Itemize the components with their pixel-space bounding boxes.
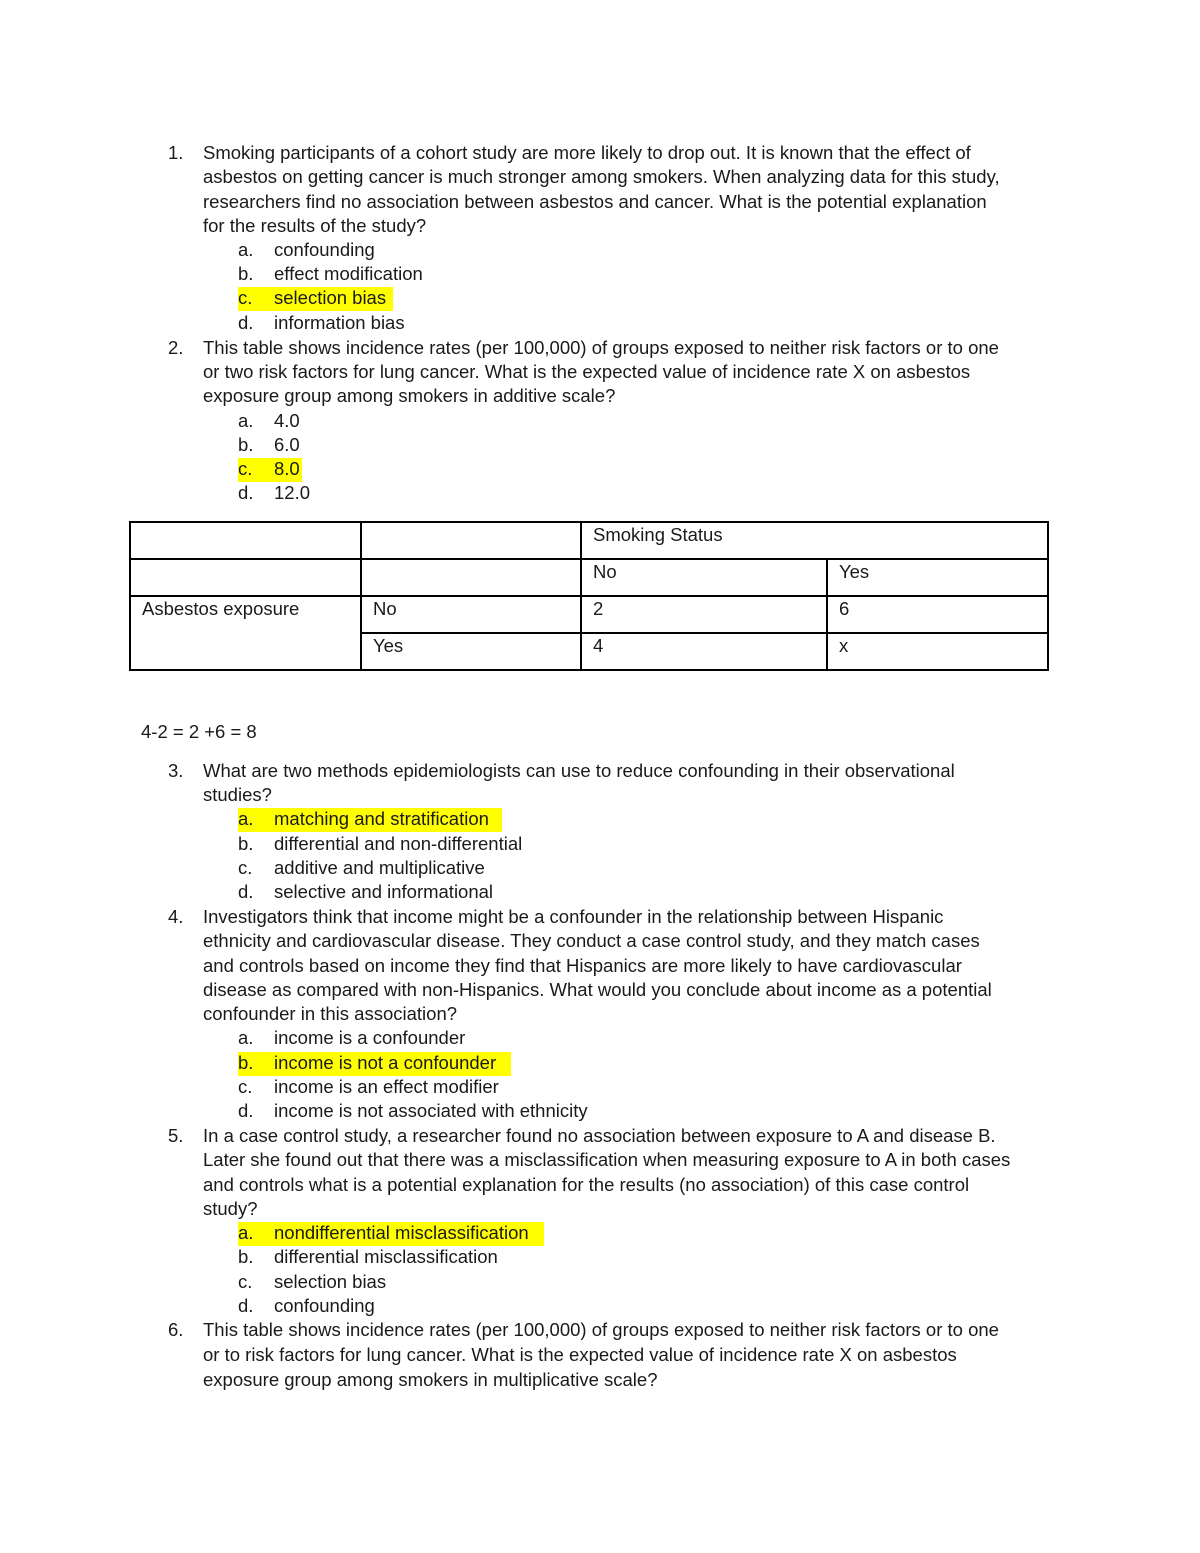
option-d [0, 1295, 1200, 1319]
table-cell: 2 [581, 596, 827, 633]
question-text-line: Later she found out that there was a misclassification when measuring exposure to A in both cases [203, 1149, 1011, 1170]
table-cell: Yes [361, 633, 581, 670]
option-text: additive and multiplicative [274, 857, 485, 878]
option-b [0, 833, 1200, 857]
table-cell [361, 559, 581, 596]
option-text: matching and stratification [274, 808, 489, 829]
question-text-line: studies? [203, 784, 272, 805]
option-letter: a. [238, 808, 254, 829]
question-text-line: for the results of the study? [203, 215, 427, 236]
option-text: confounding [274, 239, 375, 260]
option-text: 4.0 [274, 410, 300, 431]
table-cell: 4 [581, 633, 827, 670]
option-a-answer [0, 1222, 1200, 1246]
question-text-line: confounder in this association? [203, 1003, 458, 1024]
option-letter: a. [238, 239, 254, 260]
option-letter: a. [238, 1027, 254, 1048]
option-text: confounding [274, 1295, 375, 1316]
question-text-line: disease as compared with non-Hispanics. What would you conclude about income as a potential [203, 979, 992, 1000]
table-cell [130, 559, 361, 596]
option-text: nondifferential misclassification [274, 1222, 529, 1243]
calculation-note: 4-2 = 2 +6 = 8 [141, 721, 257, 742]
table-row [130, 522, 1048, 559]
question-text-line: study? [203, 1198, 258, 1219]
option-text: selection bias [274, 287, 387, 308]
question-text-line: This table shows incidence rates (per 100,000) of groups exposed to neither risk factors or to one [203, 1319, 999, 1340]
option-d [0, 881, 1200, 905]
question-number: 2. [168, 337, 184, 358]
option-letter: a. [238, 410, 254, 431]
option-letter: b. [238, 1052, 254, 1073]
option-letter: d. [238, 312, 254, 333]
question-text-line: exposure group among smokers in additive scale? [203, 385, 616, 406]
question-text-line: asbestos on getting cancer is much stronger among smokers. When analyzing data for this study, [203, 166, 1000, 187]
option-text: 12.0 [274, 482, 311, 503]
question-text-line: and controls what is a potential explanation for the results (no association) of this case control [203, 1174, 970, 1195]
option-d [0, 1100, 1200, 1124]
option-c-answer [0, 458, 1200, 482]
option-letter: a. [238, 1222, 254, 1243]
question-number: 3. [168, 760, 184, 781]
table-cell [130, 522, 361, 559]
option-letter: d. [238, 1100, 254, 1121]
option-text: selective and informational [274, 881, 494, 902]
question-text-line: exposure group among smokers in multiplicative scale? [203, 1369, 658, 1390]
option-letter: d. [238, 881, 254, 902]
question-text-line: researchers find no association between asbestos and cancer. What is the potential explanation [203, 191, 987, 212]
option-letter: d. [238, 1295, 254, 1316]
table-cell: x [827, 633, 1048, 670]
option-letter: b. [238, 833, 254, 854]
option-c [0, 1271, 1200, 1295]
question-number: 5. [168, 1125, 184, 1146]
option-letter: d. [238, 482, 254, 503]
option-letter: c. [238, 458, 253, 479]
option-d [0, 312, 1200, 336]
option-text: effect modification [274, 263, 423, 284]
option-b [0, 1246, 1200, 1270]
question-text-line: or two risk factors for lung cancer. What is the expected value of incidence rate X on asbestos [203, 361, 971, 382]
question-text-line: Investigators think that income might be a confounder in the relationship between Hispanic [203, 906, 944, 927]
question-number: 4. [168, 906, 184, 927]
option-text: income is not associated with ethnicity [274, 1100, 588, 1121]
question-number: 1. [168, 142, 184, 163]
table-header-cell: No [581, 559, 827, 596]
option-a [0, 1027, 1200, 1051]
question-text-line: This table shows incidence rates (per 100,000) of groups exposed to neither risk factors or to one [203, 337, 999, 358]
option-a-answer [0, 808, 1200, 832]
table-row [130, 559, 1048, 596]
option-letter: b. [238, 1246, 254, 1267]
table-cell: 6 [827, 596, 1048, 633]
option-text: selection bias [274, 1271, 387, 1292]
option-b [0, 263, 1200, 287]
option-letter: b. [238, 263, 254, 284]
option-text: income is a confounder [274, 1027, 466, 1048]
question-text-line: What are two methods epidemiologists can use to reduce confounding in their observational [203, 760, 955, 781]
option-d [0, 482, 1200, 506]
question-text-line: Smoking participants of a cohort study are more likely to drop out. It is known that the effect of [203, 142, 971, 163]
option-b [0, 434, 1200, 458]
table-header-smoking-status: Smoking Status [581, 522, 1048, 559]
option-c [0, 857, 1200, 881]
option-a [0, 239, 1200, 263]
option-a [0, 410, 1200, 434]
question-text-line: ethnicity and cardiovascular disease. They conduct a case control study, and they match cases [203, 930, 980, 951]
option-letter: c. [238, 1271, 253, 1292]
option-b-answer [0, 1052, 1200, 1076]
option-c-answer [0, 287, 1200, 311]
question-text-line: or to risk factors for lung cancer. What is the expected value of incidence rate X on asbestos [203, 1344, 957, 1365]
table-header-cell: Yes [827, 559, 1048, 596]
option-text: differential and non-differential [274, 833, 523, 854]
option-c [0, 1076, 1200, 1100]
question-number: 6. [168, 1319, 184, 1340]
question-text-line: In a case control study, a researcher found no association between exposure to A and disease B. [203, 1125, 996, 1146]
option-letter: c. [238, 1076, 253, 1097]
option-text: differential misclassification [274, 1246, 498, 1267]
option-text: income is not a confounder [274, 1052, 497, 1073]
table-row [130, 596, 1048, 633]
option-text: 8.0 [274, 458, 300, 479]
option-letter: c. [238, 287, 253, 308]
option-text: information bias [274, 312, 405, 333]
incidence-rate-table [129, 521, 1049, 671]
option-letter: c. [238, 857, 253, 878]
table-row-header-asbestos: Asbestos exposure [130, 596, 361, 670]
question-text-line: and controls based on income they find that Hispanics are more likely to have cardiovascular [203, 955, 962, 976]
option-text: 6.0 [274, 434, 300, 455]
table-cell [361, 522, 581, 559]
option-letter: b. [238, 434, 254, 455]
table-cell: No [361, 596, 581, 633]
option-text: income is an effect modifier [274, 1076, 499, 1097]
